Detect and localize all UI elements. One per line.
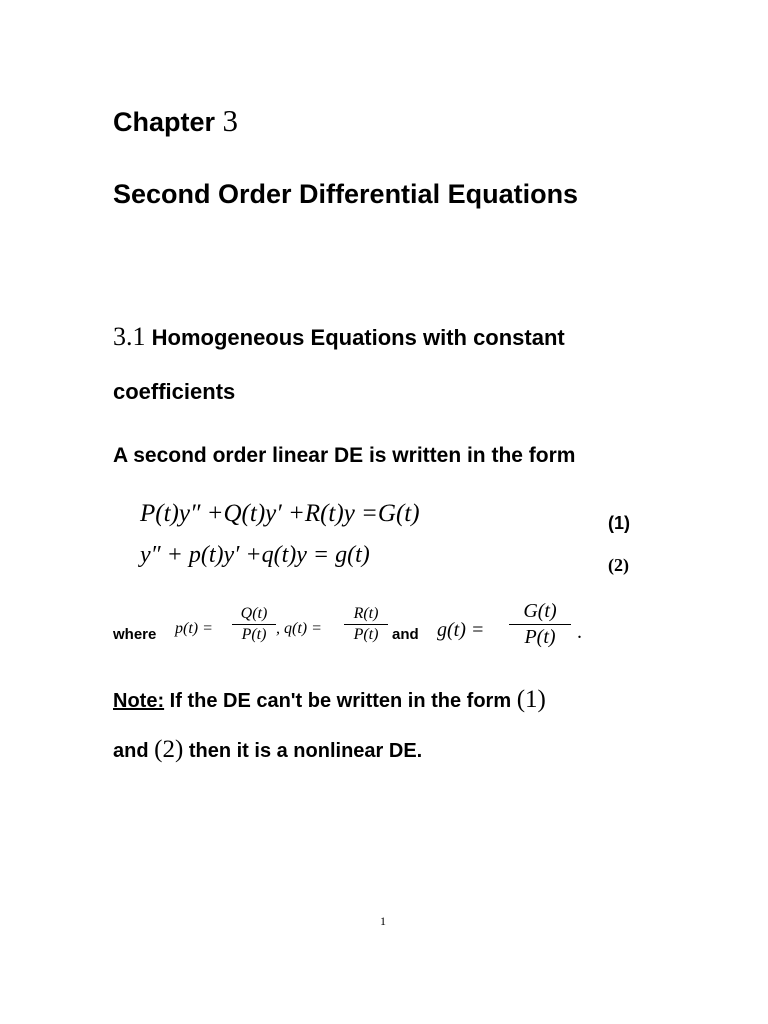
section-number: 3.1 [113,322,146,351]
g-fraction [509,600,571,649]
q-fraction-bar [344,624,388,625]
g-numerator: G(t) [523,600,557,622]
chapter-title: Second Order Differential Equations [113,179,579,209]
equation-2-label: (2) [608,555,629,575]
where-word: where [113,626,157,643]
g-period: . [577,621,582,643]
note-line1 [113,686,546,714]
section-title-line2: coefficients [113,379,236,404]
chapter-heading [113,103,238,139]
q-numerator: R(t) [353,605,379,622]
note-text1: If the DE can't be written in the form [169,690,512,712]
q-denominator: P(t) [353,626,379,643]
page-number: 1 [380,914,386,928]
g-fraction-bar [509,624,571,625]
p-numerator: Q(t) [240,605,268,622]
note-text2: then it is a nonlinear DE. [188,740,423,762]
p-fraction [232,605,276,644]
p-denominator: P(t) [241,626,267,643]
equation-1-label: (1) [608,513,630,533]
equation-1: P(t)y″ +Q(t)y′ +R(t)y =G(t) [140,500,420,527]
section-title-line1: Homogeneous Equations with constant [151,325,565,350]
chapter-word: Chapter [113,107,216,137]
section-heading [113,322,565,352]
note-and: and [113,740,149,762]
note-label: Note: [113,690,165,712]
and-word: and [392,626,419,643]
note-ref2: (2) [154,736,184,763]
note-line2 [113,736,422,764]
chapter-number: 3 [222,103,239,138]
p-fraction-bar [232,624,276,625]
intro-paragraph: A second order linear DE is written in the form [113,444,576,467]
q-fraction [344,605,388,644]
g-definition-lhs: g(t) = [437,619,485,641]
equation-2: y″ + p(t)y′ +q(t)y = g(t) [140,542,370,568]
q-definition-lhs: , q(t) = [276,620,322,637]
note-ref1: (1) [516,686,546,713]
p-definition-lhs: p(t) = [175,620,213,637]
g-denominator: P(t) [524,626,556,648]
